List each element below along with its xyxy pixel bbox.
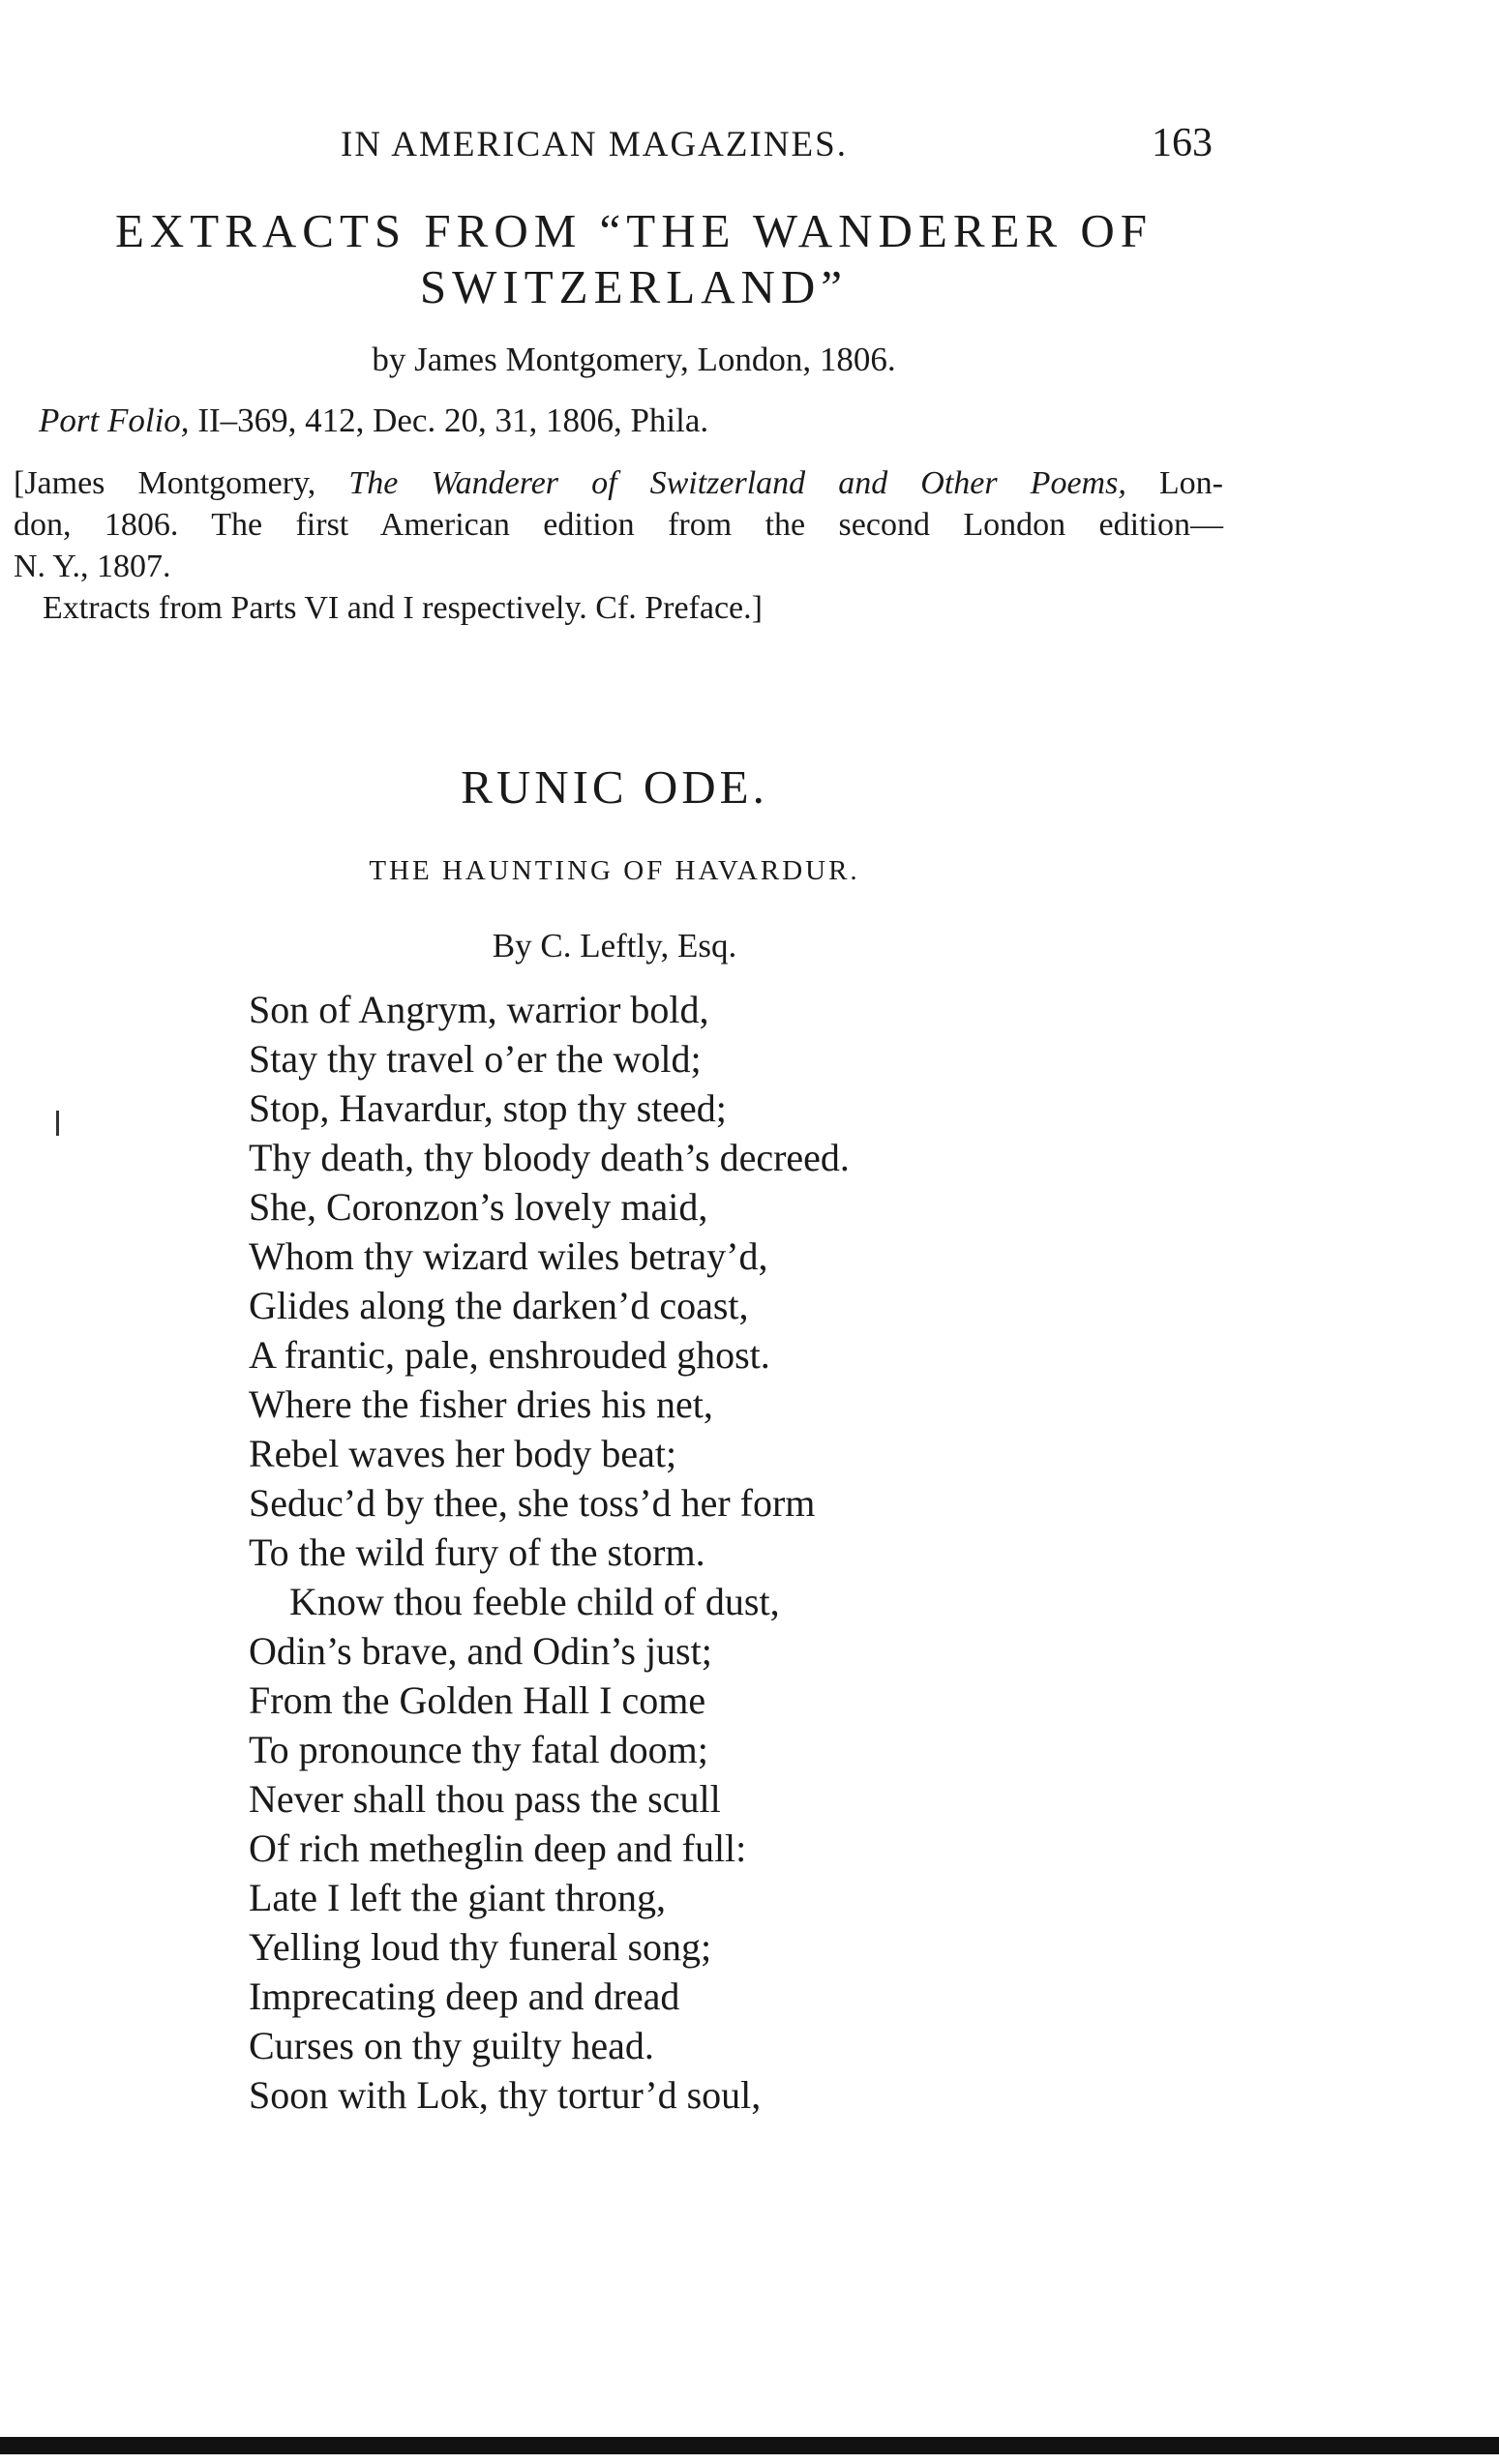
poem-line: Curses on thy guilty head. bbox=[249, 2024, 654, 2067]
extracts-title-line-2: SWITZERLAND” bbox=[419, 260, 849, 313]
poem-line: Seduc’d by thee, she toss’d her form bbox=[249, 1481, 816, 1525]
note-book-title: The Wanderer of Switzerland and Other Poems, bbox=[348, 465, 1126, 501]
source-citation bbox=[39, 401, 708, 440]
note-line-2: don, 1806. The first American edition from the second London edition— bbox=[14, 507, 1223, 543]
page-number: 163 bbox=[1152, 121, 1213, 165]
poem-line: Of rich metheglin deep and full: bbox=[249, 1826, 747, 1870]
note-line-3: N. Y., 1807. bbox=[14, 549, 171, 584]
margin-mark bbox=[56, 1111, 59, 1136]
poem-line: Never shall thou pass the scull bbox=[249, 1777, 721, 1821]
poem-author: By C. Leftly, Esq. bbox=[492, 927, 737, 965]
poem-line: Stop, Havardur, stop thy steed; bbox=[249, 1086, 727, 1130]
source-journal: Port Folio, bbox=[39, 401, 190, 439]
poem-line: To pronounce thy fatal doom; bbox=[249, 1728, 708, 1771]
page-bottom-edge bbox=[0, 2437, 1499, 2454]
poem-line: Soon with Lok, thy tortur’d soul, bbox=[249, 2073, 762, 2117]
extracts-title bbox=[39, 203, 1229, 315]
source-details: II–369, 412, Dec. 20, 31, 1806, Phila. bbox=[189, 401, 709, 439]
extracts-title-line-1: EXTRACTS FROM “THE WANDERER OF bbox=[114, 204, 1154, 257]
poem-line: Thy death, thy bloody death’s decreed. bbox=[249, 1136, 850, 1179]
poem-line: A frantic, pale, enshrouded ghost. bbox=[249, 1333, 770, 1377]
poem-line: Where the fisher dries his net, bbox=[249, 1382, 713, 1426]
poem-line: Imprecating deep and dread bbox=[249, 1974, 680, 2018]
poem-line: Glides along the darken’d coast, bbox=[249, 1284, 749, 1327]
poem-line: Whom thy wizard wiles betray’d, bbox=[249, 1234, 768, 1278]
poem-line: To the wild fury of the storm. bbox=[249, 1530, 705, 1574]
poem-line: From the Golden Hall I come bbox=[249, 1678, 706, 1722]
poem-line: Know thou feeble child of dust, bbox=[289, 1580, 780, 1623]
note-line-1: [James Montgomery, The Wanderer of Switzerland and Other Poems, Lon- bbox=[14, 465, 1223, 501]
editorial-note bbox=[14, 462, 1223, 629]
poem-title: RUNIC ODE. bbox=[461, 760, 768, 814]
poem-line: She, Coronzon’s lovely maid, bbox=[249, 1185, 708, 1229]
extracts-byline: by James Montgomery, London, 1806. bbox=[372, 341, 896, 378]
poem-line: Late I left the giant throng, bbox=[249, 1876, 666, 1919]
poem-line: Rebel waves her body beat; bbox=[249, 1432, 677, 1475]
poem-line: Son of Angrym, warrior bold, bbox=[249, 988, 709, 1031]
running-header: IN AMERICAN MAGAZINES. bbox=[341, 125, 848, 164]
poem-line: Stay thy travel o’er the wold; bbox=[249, 1037, 702, 1081]
poem-line: Odin’s brave, and Odin’s just; bbox=[249, 1629, 712, 1673]
poem-line: Yelling loud thy funeral song; bbox=[249, 1925, 712, 1969]
poem-body bbox=[249, 985, 850, 2120]
poem-subtitle: THE HAUNTING OF HAVARDUR. bbox=[369, 855, 860, 886]
note-line-4: Extracts from Parts VI and I respectively. Cf. Preface.] bbox=[43, 590, 763, 626]
